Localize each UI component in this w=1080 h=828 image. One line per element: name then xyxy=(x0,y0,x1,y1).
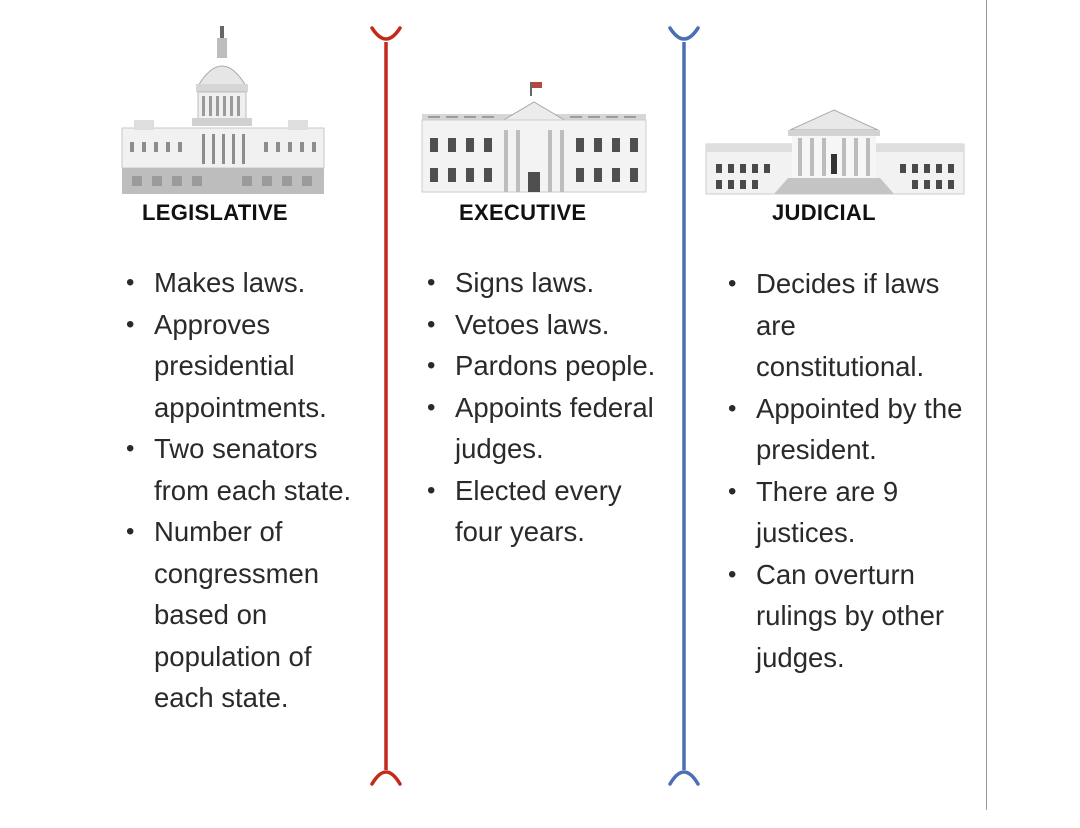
blue-divider-line xyxy=(666,22,702,790)
list-item: • Number of congressmen based on population of each state. xyxy=(126,511,361,719)
list-item: • Elected every four years. xyxy=(427,470,662,553)
judicial-points xyxy=(728,263,963,678)
page-edge-line xyxy=(986,0,987,810)
list-item: • Makes laws. xyxy=(126,262,361,304)
list-item: • Appoints federal judges. xyxy=(427,387,662,470)
capitol-building-icon xyxy=(118,24,328,196)
legislative-heading: LEGISLATIVE xyxy=(142,200,288,225)
list-item: • Decides if laws are constitutional. xyxy=(728,263,963,388)
list-item: • Vetoes laws. xyxy=(427,304,662,346)
list-item: • Appointed by the president. xyxy=(728,388,963,471)
list-item: • Approves presidential appointments. xyxy=(126,304,361,429)
white-house-icon xyxy=(420,80,648,196)
list-item: • Pardons people. xyxy=(427,345,662,387)
judicial-heading: JUDICIAL xyxy=(772,200,876,225)
list-item: • Signs laws. xyxy=(427,262,662,304)
executive-heading: EXECUTIVE xyxy=(459,200,587,225)
supreme-court-icon xyxy=(704,106,966,196)
list-item: • Two senators from each state. xyxy=(126,428,361,511)
red-divider-line xyxy=(368,22,404,790)
legislative-points xyxy=(126,262,361,719)
list-item: • Can overturn rulings by other judges. xyxy=(728,554,963,679)
list-item: • There are 9 justices. xyxy=(728,471,963,554)
executive-points xyxy=(427,262,662,553)
